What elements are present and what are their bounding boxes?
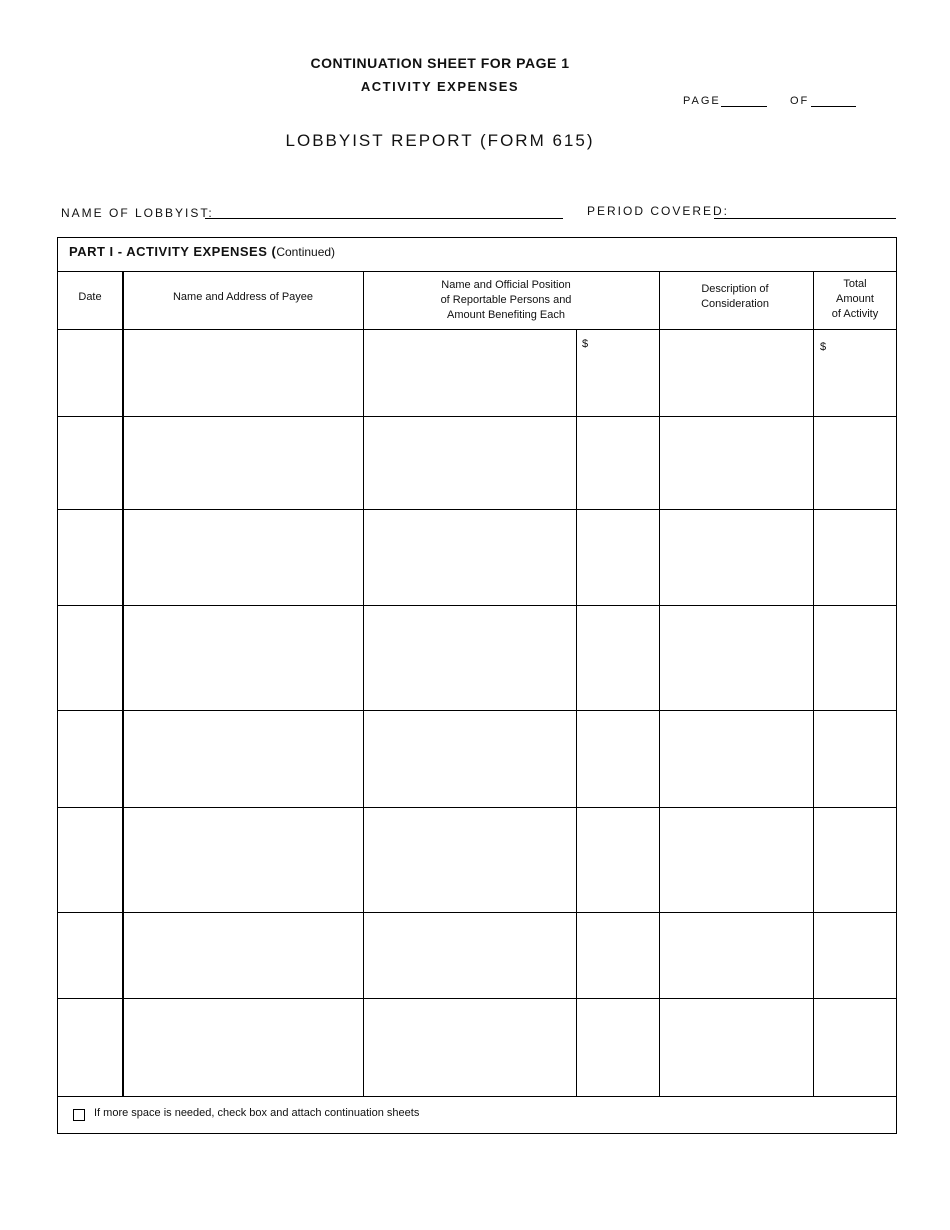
col-header-description	[660, 282, 810, 312]
page-total-field[interactable]	[811, 106, 856, 107]
sheet-subtitle: ACTIVITY EXPENSES	[360, 79, 520, 94]
period-covered-label: PERIOD COVERED:	[587, 204, 730, 218]
col-header-total-line1: Total	[843, 278, 867, 290]
col-divider-total	[813, 271, 814, 1097]
page-number-field[interactable]	[721, 106, 767, 107]
part-divider	[58, 271, 896, 272]
part-continued-text: Continued)	[276, 245, 336, 259]
continuation-checkbox[interactable]	[73, 1109, 85, 1121]
col-header-description-line2: Consideration	[701, 298, 769, 310]
form-title: LOBBYIST REPORT (FORM 615)	[285, 131, 595, 150]
total-currency-symbol: $	[820, 341, 827, 353]
continuation-note: If more space is needed, check box and attach continuation sheets	[94, 1107, 420, 1119]
footer-divider	[58, 1096, 896, 1097]
col-divider-amount	[576, 329, 577, 1097]
part-title	[69, 244, 335, 259]
row-divider	[58, 912, 896, 913]
row-divider	[58, 605, 896, 606]
header-divider	[58, 329, 896, 330]
row-divider	[58, 998, 896, 999]
col-header-persons-line1: Name and Official Position	[441, 279, 571, 291]
part-title-text: PART I - ACTIVITY EXPENSES (	[69, 244, 277, 259]
activity-expenses-table	[57, 237, 897, 1134]
row-divider	[58, 807, 896, 808]
of-label: OF	[790, 95, 810, 107]
sheet-title: CONTINUATION SHEET FOR PAGE 1	[310, 55, 570, 71]
col-header-persons-line3: Amount Benefiting Each	[446, 309, 566, 321]
col-divider-description	[659, 271, 660, 1097]
row-divider	[58, 509, 896, 510]
lobbyist-name-label: NAME OF LOBBYIST:	[61, 206, 214, 220]
col-header-payee: Name and Address of Payee	[172, 291, 314, 303]
period-covered-field[interactable]	[714, 218, 896, 219]
row-divider	[58, 416, 896, 417]
col-header-description-line1: Description of	[701, 283, 769, 295]
col-header-persons	[364, 278, 648, 323]
amount-currency-symbol: $	[582, 338, 589, 350]
col-divider-date	[122, 271, 124, 1097]
page-label: PAGE	[683, 95, 721, 107]
row-divider	[58, 710, 896, 711]
col-header-total-line3: of Activity	[831, 308, 879, 320]
col-divider-payee	[363, 271, 364, 1097]
col-header-total-line2: Amount	[836, 293, 874, 305]
col-header-total	[814, 277, 896, 322]
col-header-date: Date	[78, 291, 102, 303]
col-header-persons-line2: of Reportable Persons and	[440, 294, 572, 306]
lobbyist-name-field[interactable]	[205, 218, 563, 219]
